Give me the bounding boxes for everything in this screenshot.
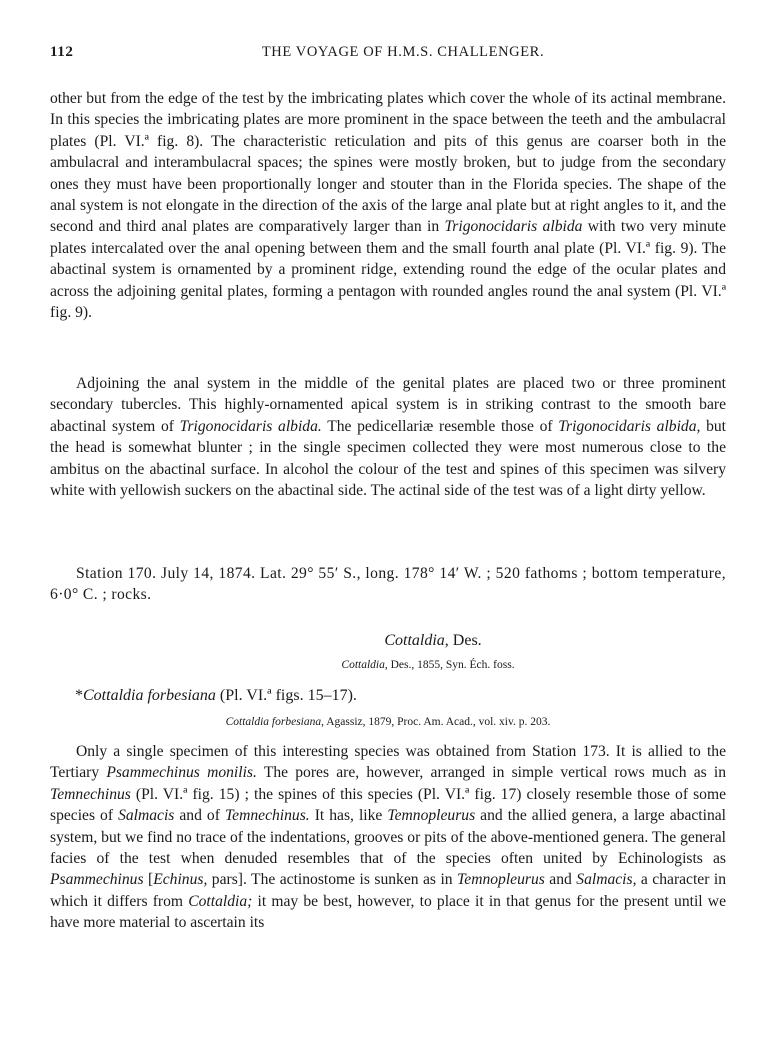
genus-name: Cottaldia bbox=[384, 632, 445, 649]
paragraph-apical-system: Adjoining the anal system in the middle of the genital plates are placed two or three prominent secondary tubercles. This highly-ornamented apical system is in striking contrast to the smooth bare abactinal system of Trigonocidaris albida. The pedicellariæ resemble those of Trigonocidaris albida, but the head is somewhat blunter ; in the single specimen collected they were most numerous close to the ambitus on the abactinal surface. In alcohol the colour of the test and spines of this specimen was silvery white with yellowish suckers on the abactinal side. The actinal side of the test was of a light dirty yellow. bbox=[50, 375, 727, 500]
taxon-name: Trigonocidaris albida, bbox=[558, 417, 701, 435]
genus-citation: Cottaldia, Des., 1855, Syn. Éch. foss. bbox=[341, 659, 515, 671]
paragraph-anal-system: other but from the edge of the test by the imbricating plates which cover the whole of its actinal membrane. In this species the imbricating plates are more prominent in the space between the teeth and the ambulacral plates (Pl. VI.ª fig. 8). The characteristic reticulation and pits of this genus are coarser both in the ambulacral and interambulacral spaces; the spines were mostly broken, but to judge from the secondary ones they must have been proportionally longer and stouter than in the Florida species. The shape of the anal system is not elongate in the direction of the axis of the large anal plate but at right angles to it, and the second and third anal plates are comparatively larger than in Trigonocidaris albida with two very minute plates intercalated over the anal opening between them and the small fourth anal plate (Pl. VI.ª fig. 9). The abactinal system is ornamented by a prominent ridge, extending round the edge of the ocular plates and across the adjoining genital plates, forming a pentagon with rounded angles round the anal system (Pl. VI.ª fig. 9). bbox=[50, 90, 726, 322]
taxon-name: Trigonocidaris albida bbox=[444, 218, 583, 236]
genus-heading bbox=[50, 632, 726, 650]
species-name: Cottaldia forbesiana bbox=[83, 687, 216, 704]
running-title: THE VOYAGE OF H.M.S. CHALLENGER. bbox=[261, 44, 545, 60]
genus-author: , Des. bbox=[444, 632, 482, 649]
species-figures: (Pl. VI.ª figs. 15–17). bbox=[215, 687, 357, 704]
page-number: 112 bbox=[50, 44, 74, 60]
running-head bbox=[50, 44, 726, 66]
species-citation: Cottaldia forbesiana, Agassiz, 1879, Proc. Am. Acad., vol. xiv. p. 203. bbox=[225, 716, 551, 728]
taxon-name: Trigonocidaris albida. bbox=[179, 417, 322, 435]
species-heading bbox=[75, 687, 357, 705]
paragraph-cottaldia-description: Only a single specimen of this interesting species was obtained from Station 173. It is allied to the Tertiary Psammechinus monilis. The pores are, however, arranged in simple vertical rows much as in Temnechinus (Pl. VI.ª fig. 15) ; the spines of this species (Pl. VI.ª fig. 17) closely resemble those of some species of Salmacis and of Temnechinus. It has, like Temnopleurus and the allied genera, a large abactinal system, but we find no trace of the indentations, grooves or pits of the above-mentioned genera. The general facies of the test when denuded resembles that of the species often united by Echinologists as Psammechinus [Echinus, pars]. The actinostome is sunken as in Temnopleurus and Salmacis, a character in which it differs from Cottaldia; it may be best, however, to place it in that genus for the present until we have more material to ascertain its bbox=[50, 743, 727, 932]
station-record: Station 170. July 14, 1874. Lat. 29° 55′ S., long. 178° 14′ W. ; 520 fathoms ; bottom temperature, 6·0° C. ; rocks. bbox=[50, 565, 726, 604]
new-species-marker: * bbox=[75, 687, 83, 704]
